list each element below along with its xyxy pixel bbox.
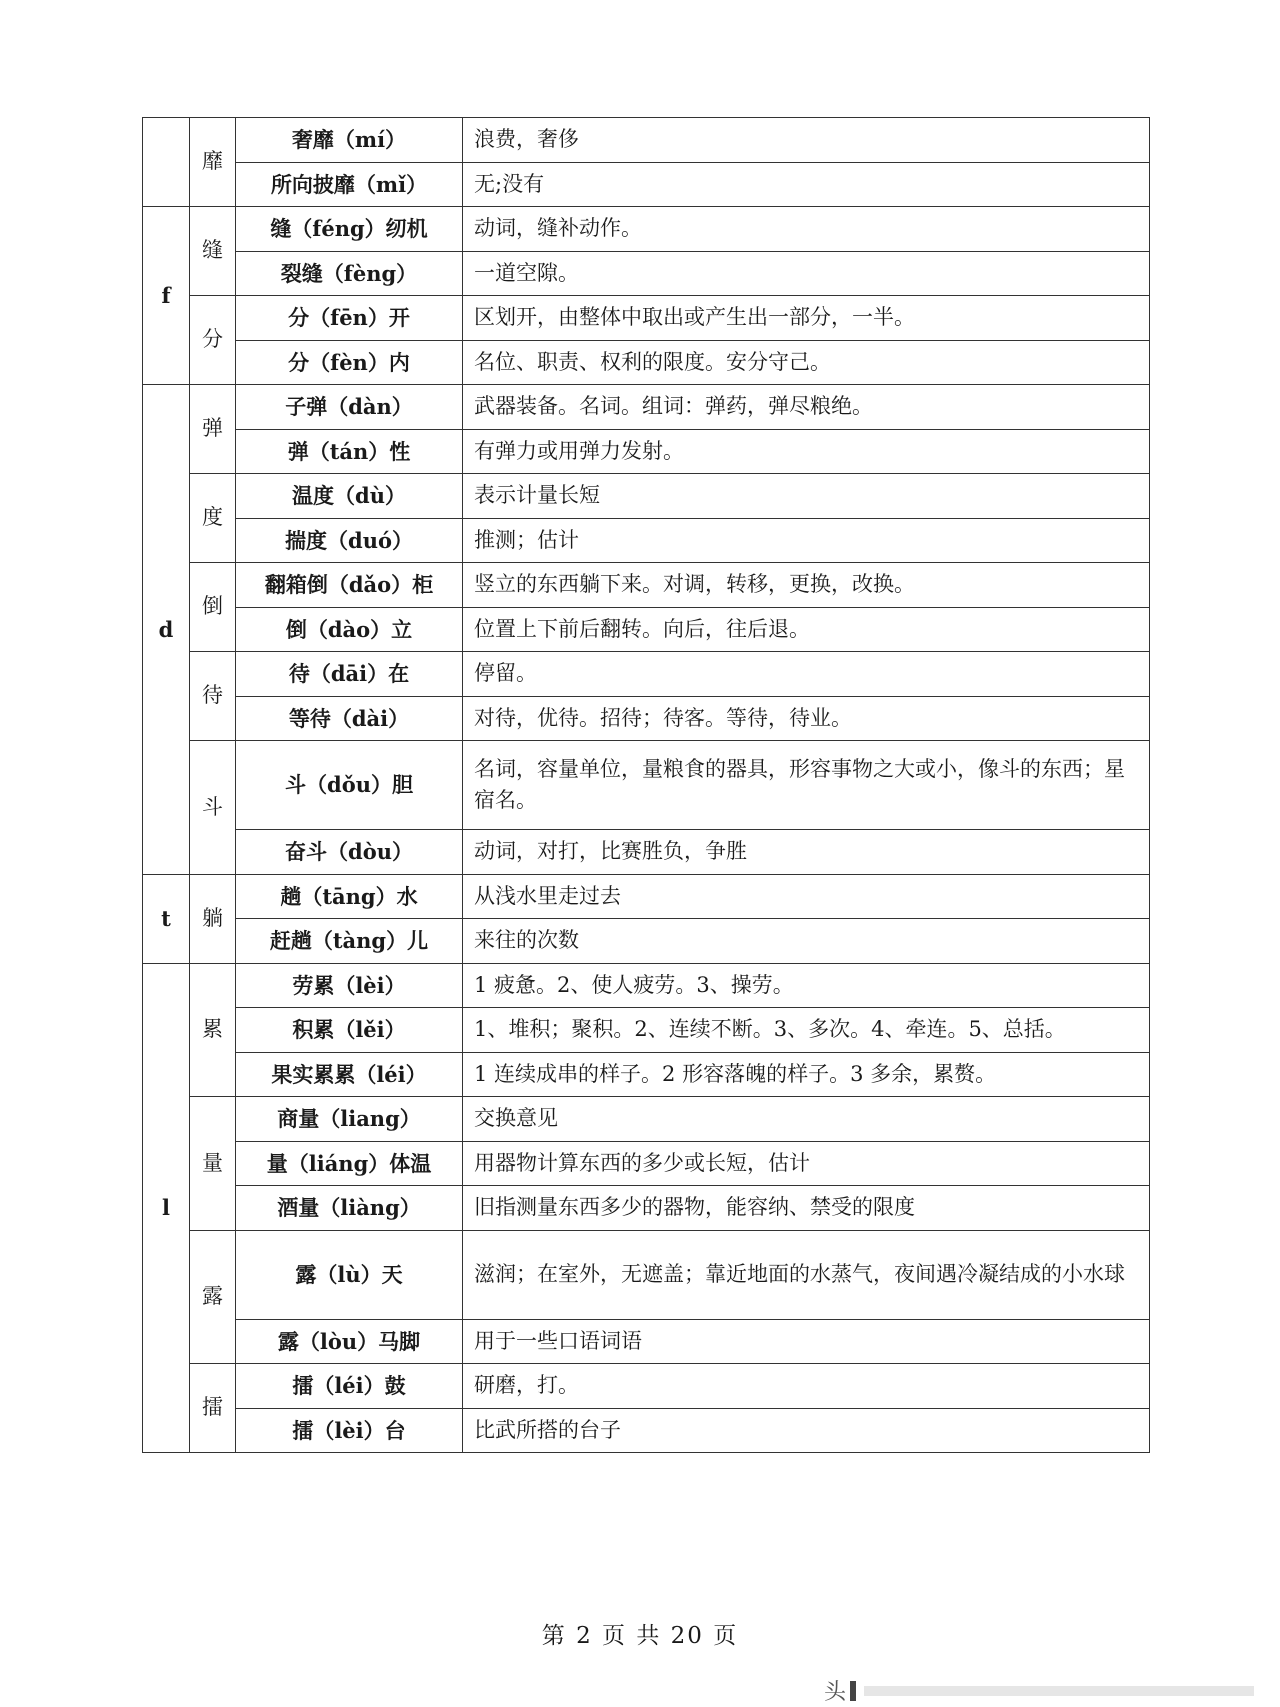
character-cell: 待 xyxy=(190,652,236,741)
initial-letter-cell: d xyxy=(143,385,190,875)
word-pinyin-cell: 积累（lěi） xyxy=(236,1008,463,1053)
table-row xyxy=(143,385,1150,430)
word-pinyin-cell: 子弹（dàn） xyxy=(236,385,463,430)
word-pinyin-cell: 量（liáng）体温 xyxy=(236,1141,463,1186)
table-row xyxy=(143,118,1150,163)
initial-letter-cell xyxy=(143,118,190,207)
word-pinyin-cell: 翻箱倒（dǎo）柜 xyxy=(236,563,463,608)
meaning-cell: 名位、职责、权利的限度。安分守己。 xyxy=(463,340,1150,385)
meaning-cell: 表示计量长短 xyxy=(463,474,1150,519)
meaning-cell: 用于一些口语词语 xyxy=(463,1319,1150,1364)
character-cell: 量 xyxy=(190,1097,236,1231)
meaning-cell: 用器物计算东西的多少或长短，估计 xyxy=(463,1141,1150,1186)
table-row xyxy=(143,474,1150,519)
word-pinyin-cell: 劳累（lèi） xyxy=(236,963,463,1008)
table-row xyxy=(143,1141,1150,1186)
table-row xyxy=(143,207,1150,252)
watermark-logo xyxy=(820,1678,1260,1704)
meaning-cell: 一道空隙。 xyxy=(463,251,1150,296)
table-row xyxy=(143,1364,1150,1409)
word-pinyin-cell: 趟（tāng）水 xyxy=(236,874,463,919)
word-pinyin-cell: 擂（léi）鼓 xyxy=(236,1364,463,1409)
meaning-cell: 研磨，打。 xyxy=(463,1364,1150,1409)
svg-text:头: 头 xyxy=(824,1680,847,1704)
meaning-cell: 武器装备。名词。组词：弹药，弹尽粮绝。 xyxy=(463,385,1150,430)
meaning-cell: 比武所搭的台子 xyxy=(463,1408,1150,1453)
polyphone-table xyxy=(142,117,1150,1453)
word-pinyin-cell: 斗（dǒu）胆 xyxy=(236,741,463,830)
table-row xyxy=(143,518,1150,563)
word-pinyin-cell: 揣度（duó） xyxy=(236,518,463,563)
word-pinyin-cell: 裂缝（fèng） xyxy=(236,251,463,296)
table-row xyxy=(143,251,1150,296)
character-cell: 度 xyxy=(190,474,236,563)
word-pinyin-cell: 商量（liang） xyxy=(236,1097,463,1142)
meaning-cell: 来往的次数 xyxy=(463,919,1150,964)
meaning-cell: 名词，容量单位，量粮食的器具，形容事物之大或小，像斗的东西；星宿名。 xyxy=(463,741,1150,830)
word-pinyin-cell: 弹（tán）性 xyxy=(236,429,463,474)
character-cell: 缝 xyxy=(190,207,236,296)
meaning-cell: 无;没有 xyxy=(463,162,1150,207)
table-row xyxy=(143,162,1150,207)
table-row xyxy=(143,1230,1150,1319)
table-row xyxy=(143,1052,1150,1097)
character-cell: 累 xyxy=(190,963,236,1097)
meaning-cell: 对待，优待。招待；待客。等待，待业。 xyxy=(463,696,1150,741)
word-pinyin-cell: 奋斗（dòu） xyxy=(236,830,463,875)
character-cell: 露 xyxy=(190,1230,236,1364)
character-cell: 靡 xyxy=(190,118,236,207)
table-row xyxy=(143,1097,1150,1142)
meaning-cell: 浪费，奢侈 xyxy=(463,118,1150,163)
meaning-cell: 竖立的东西躺下来。对调，转移，更换，改换。 xyxy=(463,563,1150,608)
word-pinyin-cell: 露（lù）天 xyxy=(236,1230,463,1319)
table-body xyxy=(143,118,1150,1453)
character-cell: 擂 xyxy=(190,1364,236,1453)
character-cell: 分 xyxy=(190,296,236,385)
meaning-cell: 1 连续成串的样子。2 形容落魄的样子。3 多余，累赘。 xyxy=(463,1052,1150,1097)
meaning-cell: 1、堆积；聚积。2、连续不断。3、多次。4、牵连。5、总括。 xyxy=(463,1008,1150,1053)
meaning-cell: 1 疲惫。2、使人疲劳。3、操劳。 xyxy=(463,963,1150,1008)
table-row xyxy=(143,830,1150,875)
meaning-cell: 从浅水里走过去 xyxy=(463,874,1150,919)
word-pinyin-cell: 分（fēn）开 xyxy=(236,296,463,341)
table-row xyxy=(143,340,1150,385)
table-row xyxy=(143,1319,1150,1364)
table-row xyxy=(143,963,1150,1008)
word-pinyin-cell: 等待（dài） xyxy=(236,696,463,741)
meaning-cell: 旧指测量东西多少的器物，能容纳、禁受的限度 xyxy=(463,1186,1150,1231)
table-row xyxy=(143,296,1150,341)
meaning-cell: 推测；估计 xyxy=(463,518,1150,563)
meaning-cell: 动词，缝补动作。 xyxy=(463,207,1150,252)
word-pinyin-cell: 露（lòu）马脚 xyxy=(236,1319,463,1364)
word-pinyin-cell: 分（fèn）内 xyxy=(236,340,463,385)
table-row xyxy=(143,607,1150,652)
table-row xyxy=(143,429,1150,474)
table-row xyxy=(143,652,1150,697)
meaning-cell: 位置上下前后翻转。向后，往后退。 xyxy=(463,607,1150,652)
meaning-cell: 区划开，由整体中取出或产生出一部分，一半。 xyxy=(463,296,1150,341)
meaning-cell: 动词，对打，比赛胜负，争胜 xyxy=(463,830,1150,875)
word-pinyin-cell: 酒量（liàng） xyxy=(236,1186,463,1231)
table-row xyxy=(143,1008,1150,1053)
word-pinyin-cell: 奢靡（mí） xyxy=(236,118,463,163)
character-cell: 斗 xyxy=(190,741,236,875)
character-cell: 倒 xyxy=(190,563,236,652)
initial-letter-cell: f xyxy=(143,207,190,385)
word-pinyin-cell: 擂（lèi）台 xyxy=(236,1408,463,1453)
word-pinyin-cell: 缝（féng）纫机 xyxy=(236,207,463,252)
meaning-cell: 滋润；在室外，无遮盖；靠近地面的水蒸气，夜间遇冷凝结成的小水球 xyxy=(463,1230,1150,1319)
table-row xyxy=(143,741,1150,830)
initial-letter-cell: l xyxy=(143,963,190,1453)
table-row xyxy=(143,696,1150,741)
meaning-cell: 停留。 xyxy=(463,652,1150,697)
table-row xyxy=(143,563,1150,608)
word-pinyin-cell: 赶趟（tàng）儿 xyxy=(236,919,463,964)
initial-letter-cell: t xyxy=(143,874,190,963)
word-pinyin-cell: 待（dāi）在 xyxy=(236,652,463,697)
table-row xyxy=(143,1408,1150,1453)
table-row xyxy=(143,874,1150,919)
table-row xyxy=(143,1186,1150,1231)
word-pinyin-cell: 所向披靡（mǐ） xyxy=(236,162,463,207)
character-cell: 躺 xyxy=(190,874,236,963)
character-cell: 弹 xyxy=(190,385,236,474)
word-pinyin-cell: 果实累累（léi） xyxy=(236,1052,463,1097)
word-pinyin-cell: 倒（dào）立 xyxy=(236,607,463,652)
word-pinyin-cell: 温度（dù） xyxy=(236,474,463,519)
meaning-cell: 有弹力或用弹力发射。 xyxy=(463,429,1150,474)
page-number: 第 2 页 共 20 页 xyxy=(541,1623,739,1649)
table-row xyxy=(143,919,1150,964)
meaning-cell: 交换意见 xyxy=(463,1097,1150,1142)
